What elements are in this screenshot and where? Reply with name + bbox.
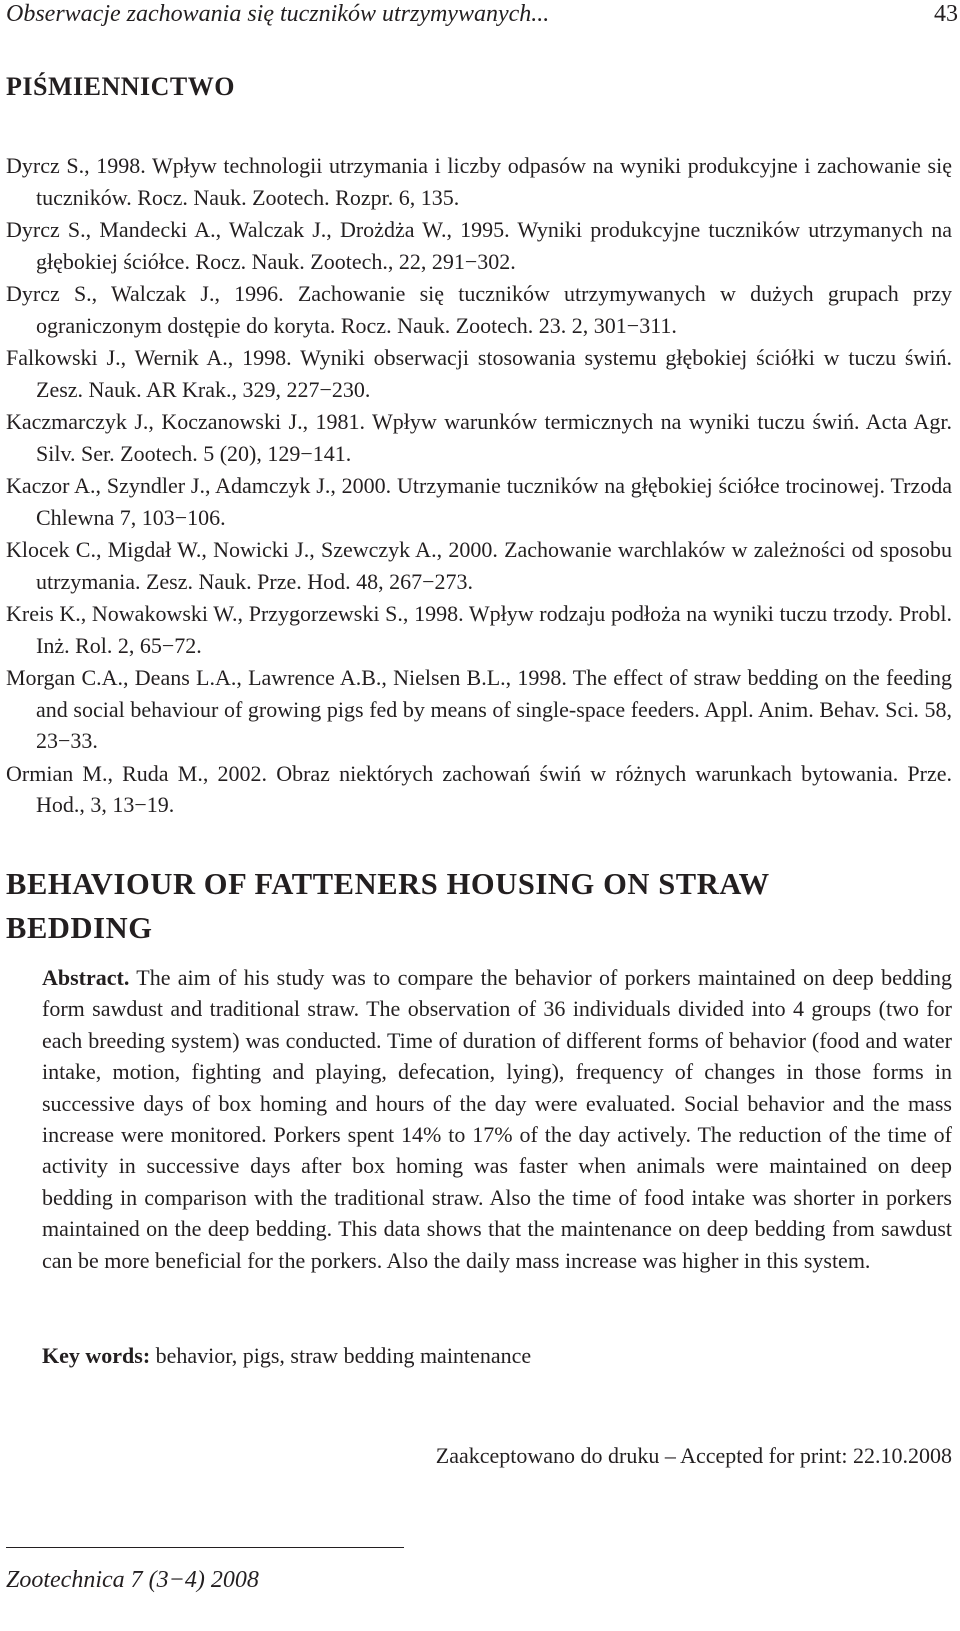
journal-footer: Zootechnica 7 (3−4) 2008	[6, 1567, 259, 1593]
running-head	[6, 0, 958, 34]
english-title: BEHAVIOUR OF FATTENERS HOUSING ON STRAW BEDDING	[6, 867, 770, 945]
reference-item: Ormian M., Ruda M., 2002. Obraz niektórych zachowań świń w różnych warunkach bytowania. Prze. Hod., 3, 13−19.	[6, 760, 952, 817]
reference-item: Morgan C.A., Deans L.A., Lawrence A.B., Nielsen B.L., 1998. The effect of straw bedding on the feeding and social behaviour of growing pigs fed by means of single-space feeders. Appl. Anim. Behav. Sci. 58, 23−33.	[6, 665, 952, 753]
abstract-text: The aim of his study was to compare the behavior of porkers maintained on deep bedding form sawdust and traditional straw. The observation of 36 individuals divided into 4 groups (two for each breeding system) was conducted. Time of duration of different forms of behavior (food and water intake, motion, fighting and playing, defecation, lying), frequency of changes in those forms in successive days of box homing and hours of the day were evaluated. Social behavior and the mass increase were monitored. Porkers spent 14% to 17% of the day actively. The reduction of the time of activity in successive days after box homing was faster when animals were maintained on deep bedding in comparison with the traditional straw. Also the time of food intake was shorter in porkers maintained on the deep bedding. This data shows that the maintenance on deep bedding from sawdust can be more beneficial for the porkers. Also the daily mass increase was higher in this system.	[42, 965, 952, 1273]
running-head-title: Obserwacje zachowania się tuczników utrzymywanych...	[6, 1, 550, 27]
abstract-label: Abstract.	[42, 965, 130, 990]
reference-item: Dyrcz S., 1998. Wpływ technologii utrzymania i liczby odpasów na wyniki produkcyjne i zachowanie się tuczników. Rocz. Nauk. Zootech. Rozpr. 6, 135.	[6, 153, 952, 210]
reference-item: Dyrcz S., Walczak J., 1996. Zachowanie się tuczników utrzymywanych w dużych grupach przy ograniczonym dostępie do koryta. Rocz. Nauk. Zootech. 23. 2, 301−311.	[6, 281, 952, 338]
keywords	[42, 1340, 952, 1371]
reference-item: Kaczor A., Szyndler J., Adamczyk J., 2000. Utrzymanie tuczników na głębokiej ściółce trocinowej. Trzoda Chlewna 7, 103−106.	[6, 473, 952, 530]
keywords-text: behavior, pigs, straw bedding maintenance	[155, 1343, 532, 1368]
reference-list	[6, 150, 952, 822]
reference-item: Kreis K., Nowakowski W., Przygorzewski S., 1998. Wpływ rodzaju podłoża na wyniki tuczu trzody. Probl. Inż. Rol. 2, 65−72.	[6, 601, 952, 658]
section-heading-references: PIŚMIENNICTWO	[6, 72, 235, 101]
accepted-date: Zaakceptowano do druku – Accepted for print: 22.10.2008	[435, 1443, 952, 1468]
keywords-label: Key words:	[42, 1343, 151, 1368]
reference-item: Klocek C., Migdał W., Nowicki J., Szewczyk A., 2000. Zachowanie warchlaków w zależności od sposobu utrzymania. Zesz. Nauk. Prze. Hod. 48, 267−273.	[6, 537, 952, 594]
reference-item: Falkowski J., Wernik A., 1998. Wyniki obserwacji stosowania systemu głębokiej ściółki w tuczu świń. Zesz. Nauk. AR Krak., 329, 227−230.	[6, 345, 952, 402]
reference-item: Dyrcz S., Mandecki A., Walczak J., Drożdża W., 1995. Wyniki produkcyjne tuczników utrzymanych na głębokiej ściółce. Rocz. Nauk. Zootech., 22, 291−302.	[6, 217, 952, 274]
reference-item: Kaczmarczyk J., Koczanowski J., 1981. Wpływ warunków termicznych na wyniki tuczu świń. Acta Agr. Silv. Ser. Zootech. 5 (20), 129−141.	[6, 409, 952, 466]
abstract	[42, 962, 952, 1276]
footer-divider	[6, 1547, 404, 1548]
page-number: 43	[934, 1, 958, 27]
